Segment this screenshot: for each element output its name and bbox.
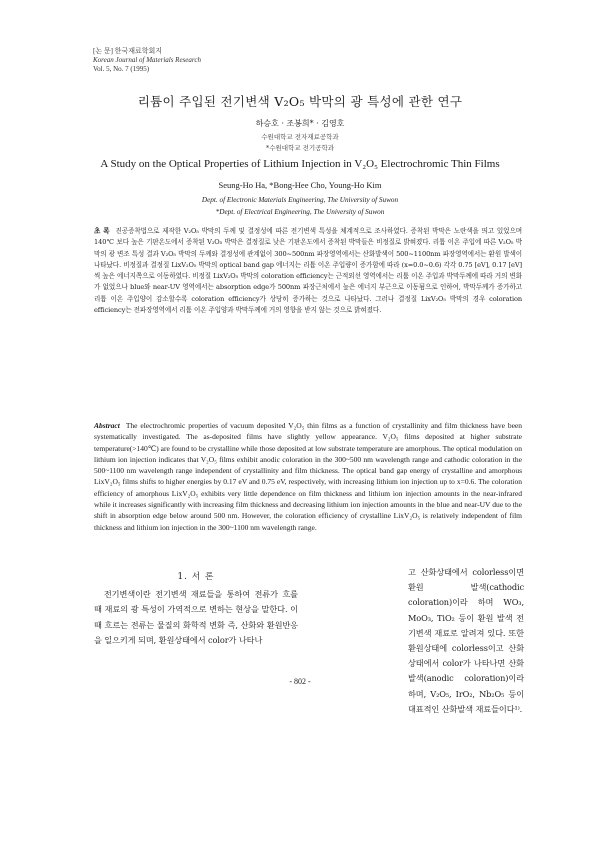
korean-abstract-text: 진공증착법으로 제작한 V₂O₅ 박막의 두께 및 결정성에 따른 전기변색 특성을 체계적으로 조사하였다. 증착된 박막은 노란색을 띄고 있었으며 140℃ 보다 높은 기판온도에서 증착된 V₂O₅ 박막은 결정질로 낮은 기판온도에서 증착된 박막들은 비정질로 밝혀졌다. 리튬 이온 주입에 따른 V₂O₅ 박막의 광 변조 특성 결과 V₂O₅ 박막의 두께와 결정성에 관계없이 300~500nm 파장영역에서는 산화발색이 500~1100nm 파장영역에서는 환원 발색이 나타났다. 비정질과 결정질 LixV₂O₅ 박막의 optical band gap 에너지는 리튬 이온 주입량이 증가함에 따라 (x=0.0~0.6) 각각 0.75 [eV], 0.17 [eV]씩 높은 에너지쪽으로 이동하였다. 비정질 LixV₂O₅ 박막의 coloration efficiency는 근적외선 영역에서는 리튬 이온 주입과 박막두께에 따라 거의 변화가 없었으나 blue와 near-UV 영역에서는 absorption edge가 500nm 파장근처에서 높은 에너지 부근으로 이동됨으로 인하여, 박막두께가 증가하고 리튬 이온 주입양이 감소할수록 coloration efficiency가 상당히 증가하는 것으로 나타났다. 그러나 결정질 LixV₂O₅ 박막의 경우 coloration efficiency는 전파장영역에서 리튬 이온 주입양과 박막두께에 거의 영향을 받지 않는 것으로 밝혀졌다. bbox=[94, 227, 522, 315]
korean-authors: 하승호 · 조봉희* · 김영호 bbox=[255, 119, 345, 128]
english-affiliation-1: Dept. of Electronic Materials Engineering, The University of Suwon bbox=[201, 196, 399, 204]
journal-header bbox=[93, 47, 201, 74]
introduction-paragraph-right: 고 산화상태에서 colorless이면 환원 발색(cathodic coloration)이라 하며 WO₃, MoO₃, TiO₂ 등이 환원 발색 전기변색 재료로 알려져 있다. 또한 환원상태에 colorless이고 산화상태에서 color가 나타나면 산화 발색(anodic coloration)이라 하며, V₂O₅, IrO₂, Nb₂O₅ 등이 대표적인 산화발색 재료들이다¹⁾. bbox=[408, 567, 524, 714]
journal-volume: Vol. 5, No. 7 (1995) bbox=[93, 65, 150, 73]
english-abstract-text: The electrochromic properties of vacuum deposited V₂O₅ thin films as a function of crystallinity and film thickness have been systematically investigated. The as-deposited films have slightly yellow appearance. V₂O₅ films deposited at higher substrate temperature(>140℃) are found to be crystalline while those deposited at low substrate temperature are amorphous. The optical modulation on lithium ion injection indicates that V₂O₅ films exhibit anodic coloration in the 300~500 nm wavelength range and cathodic coloration in the 500~1100 nm wavelength range independent of crystallinity and film thickness. The optical band gap energy of crystalline and amorphous LixV₂O₅ films shifts to higher energies by 0.17 eV and 0.75 eV, respectively, with increasing lithium ion injection up to x=0.6. The coloration efficiency of amorphous LixV₂O₅ exhibits very little dependence on film thickness and lithium ion injection amounts in the near-infrared while it increases significantly with increasing film thickness and decreasing lithium ion injection amounts in the blue and near-UV due to the shift in absorption edge below around 500 nm. However, the coloration efficiency of crystalline LixV₂O₅ is relatively independent of film thickness and lithium ion injection in the 300~1100 nm wavelength range. bbox=[94, 421, 522, 532]
korean-title: 리튬이 주입된 전기변색 V₂O₅ 박막의 광 특성에 관한 연구 bbox=[137, 94, 463, 109]
page-number: - 802 - bbox=[289, 677, 311, 686]
english-authors: Seung-Ho Ha, *Bong-Hee Cho, Young-Ho Kim bbox=[218, 180, 382, 190]
korean-affiliation-1: 수원대학교 전자재료공학과 bbox=[261, 133, 339, 141]
korean-abstract bbox=[94, 226, 522, 316]
korean-abstract-label: 초 록 bbox=[94, 227, 110, 235]
journal-english-name: Korean Journal of Materials Research bbox=[93, 56, 201, 64]
introduction-paragraph-left: 전기변색이란 전기변색 재료들을 통하여 전류가 흐를 때 재료의 광 특성이 가역적으로 변하는 현상을 말한다. 이때 흐르는 전류는 물질의 화학적 변화 즉, 산화와 환원반응을 일으키게 되며, 환원상태에서 color가 나타나 bbox=[94, 589, 298, 645]
introduction-right-column bbox=[408, 565, 524, 717]
korean-affiliation-2: *수원대학교 전기공학과 bbox=[265, 144, 335, 152]
journal-korean-name: [논 문] 한국재료학회지 bbox=[93, 47, 163, 55]
english-abstract bbox=[94, 420, 522, 533]
english-title: A Study on the Optical Properties of Lithium Injection in V₂O₅ Electrochromic Thin Films bbox=[100, 158, 500, 170]
english-abstract-label: Abstract bbox=[94, 421, 120, 430]
english-affiliation-2: *Dept. of Electrical Engineering, The University of Suwon bbox=[215, 208, 385, 216]
introduction-left-column bbox=[94, 570, 298, 648]
section-heading-introduction: 1. 서 론 bbox=[177, 572, 215, 582]
